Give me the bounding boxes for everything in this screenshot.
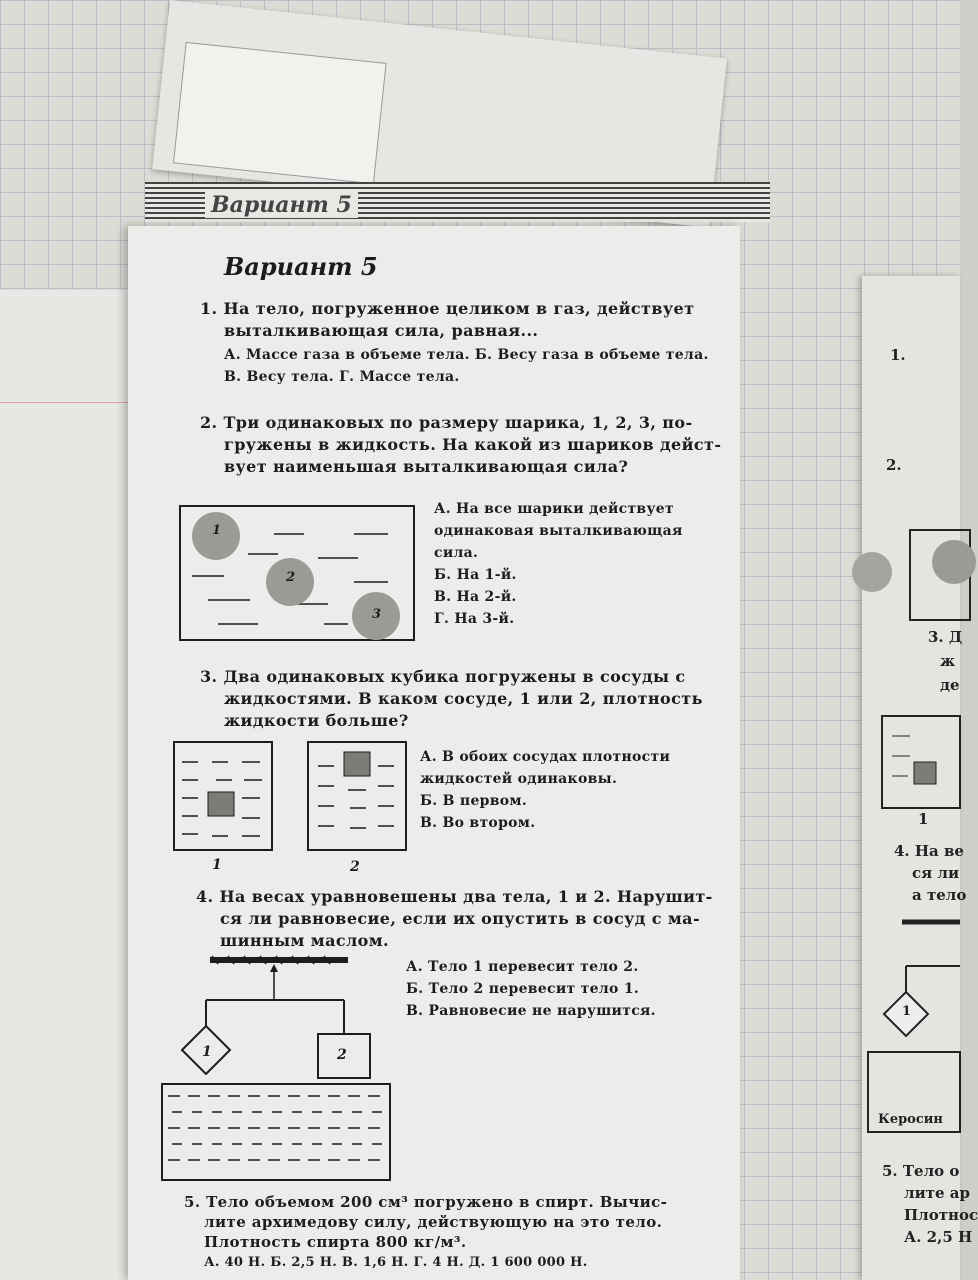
question-5-text — [184, 1192, 667, 1252]
question-3-text — [200, 666, 703, 732]
margin-line — [0, 402, 130, 403]
question-line: На тело, погруженное целиком в газ, действует — [223, 299, 695, 318]
option-line: В. Равновесие не нарушится. — [406, 1003, 656, 1019]
question-line: На весах уравновешены два тела, 1 и 2. Нарушит- — [219, 887, 713, 906]
fragment: 4. На ве — [894, 842, 964, 860]
two-vessels-figure — [172, 738, 412, 858]
body-label-2: 2 — [337, 1047, 348, 1063]
option-line: А. Тело 1 перевесит тело 2. — [406, 959, 639, 975]
fragment: ся ли — [912, 864, 960, 882]
vessel-label-1: 1 — [212, 857, 223, 873]
question-number: 5. — [184, 1193, 201, 1211]
left-notebook-sheet — [0, 290, 130, 1280]
right-vessel-figure — [862, 706, 960, 816]
option-line: В. Во втором. — [420, 815, 536, 831]
question-line: выталкивающая сила, равная... — [224, 321, 539, 340]
ball-label-3: 3 — [372, 607, 382, 622]
question-line: Плотность спирта 800 кг/м³. — [204, 1233, 467, 1251]
fragment: 2. — [886, 456, 902, 474]
option-line: Б. В первом. — [420, 793, 528, 809]
question-1-options — [224, 344, 709, 388]
option-line: В. Весу тела. Г. Массе тела. — [224, 369, 460, 385]
fragment: ж — [940, 652, 956, 670]
option-line: сила. — [434, 545, 479, 561]
balance-figure — [162, 956, 402, 1186]
question-line: вует наименьшая выталкивающая сила? — [224, 457, 629, 476]
fragment: А. 2,5 Н — [904, 1228, 973, 1246]
option-line: Б. Тело 2 перевесит тело 1. — [406, 981, 640, 997]
body-label-1: 1 — [202, 1044, 213, 1060]
option-line: жидкостей одинаковы. — [420, 771, 618, 787]
fragment: 1 — [902, 1004, 912, 1019]
option-line: А. В обоих сосудах плотности — [420, 749, 671, 765]
right-ball-figure — [862, 512, 960, 632]
header-label: Вариант 5 — [205, 192, 358, 218]
worksheet-page — [128, 226, 740, 1280]
question-1-text — [200, 298, 694, 342]
right-worksheet — [862, 276, 978, 1280]
fragment: 3. Д — [928, 628, 963, 646]
right-scale-figure — [862, 916, 960, 1136]
fragment: 5. Тело о — [882, 1162, 960, 1180]
question-5-options — [204, 1252, 588, 1274]
ball-label-2: 2 — [286, 570, 296, 585]
option-line: А. На все шарики действует — [434, 501, 674, 517]
vessel-label-2: 2 — [350, 859, 361, 875]
question-2-options — [434, 498, 683, 630]
fragment: лите ар — [904, 1184, 970, 1202]
question-number: 1. — [200, 299, 218, 318]
question-line: Тело объемом 200 см³ погружено в спирт. Вычис- — [206, 1193, 668, 1211]
option-line: Б. На 1-й. — [434, 567, 517, 583]
question-number: 2. — [200, 413, 218, 432]
fragment: а тело — [912, 886, 967, 904]
question-line: жидкости больше? — [224, 711, 409, 730]
option-line: А. Массе газа в объеме тела. Б. Весу газа в объеме тела. — [224, 347, 709, 363]
question-number: 4. — [196, 887, 214, 906]
fragment: 1 — [918, 810, 929, 828]
question-line: шинным маслом. — [220, 931, 390, 950]
question-3-options — [420, 746, 670, 834]
question-line: Три одинаковых по размеру шарика, 1, 2, 3, по- — [223, 413, 693, 432]
balls-in-liquid-figure — [178, 484, 418, 644]
option-line: В. На 2-й. — [434, 589, 517, 605]
question-line: лите архимедову силу, действующую на это тело. — [204, 1213, 663, 1231]
option-line: А. 40 Н. Б. 2,5 Н. В. 1,6 Н. Г. 4 Н. Д. 1 600 000 Н. — [204, 1255, 588, 1270]
question-2-text — [200, 412, 721, 478]
option-line: одинаковая выталкивающая — [434, 523, 683, 539]
question-line: жидкостями. В каком сосуде, 1 или 2, плотность — [224, 689, 703, 708]
fragment: де — [940, 676, 960, 694]
booklet-cover — [173, 42, 387, 184]
question-4-options — [406, 956, 656, 1022]
option-line: Г. На 3-й. — [434, 611, 515, 627]
fragment: Плотнос — [904, 1206, 978, 1224]
page-stack-edges — [145, 182, 770, 222]
page-title: Вариант 5 — [224, 252, 378, 281]
question-4-text — [196, 886, 713, 952]
question-line: Два одинаковых кубика погружены в сосуды с — [223, 667, 686, 686]
question-line: ся ли равновесие, если их опустить в сосуд с ма- — [220, 909, 700, 928]
fragment: 1. — [890, 346, 906, 364]
kerosene-label: Керосин — [878, 1112, 943, 1127]
question-number: 3. — [200, 667, 218, 686]
question-line: гружены в жидкость. На какой из шариков дейст- — [224, 435, 722, 454]
ball-label-1: 1 — [212, 523, 222, 538]
